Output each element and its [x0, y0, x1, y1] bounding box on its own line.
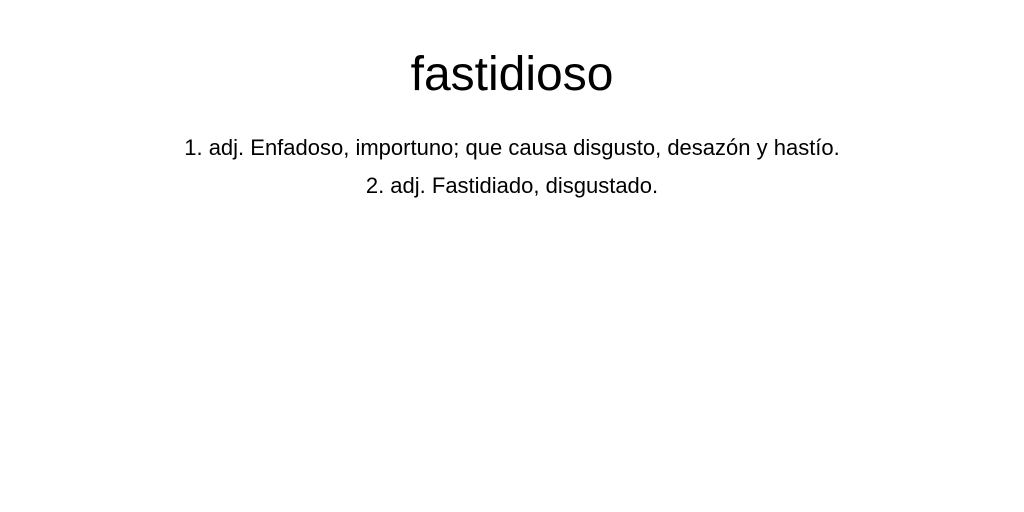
definition-item: 1. adj. Enfadoso, importuno; que causa disgusto, desazón y hastío. [184, 135, 840, 160]
headword: fastidioso [410, 48, 614, 101]
definition-item: 2. adj. Fastidiado, disgustado. [365, 173, 659, 198]
definition-list [0, 129, 1024, 205]
